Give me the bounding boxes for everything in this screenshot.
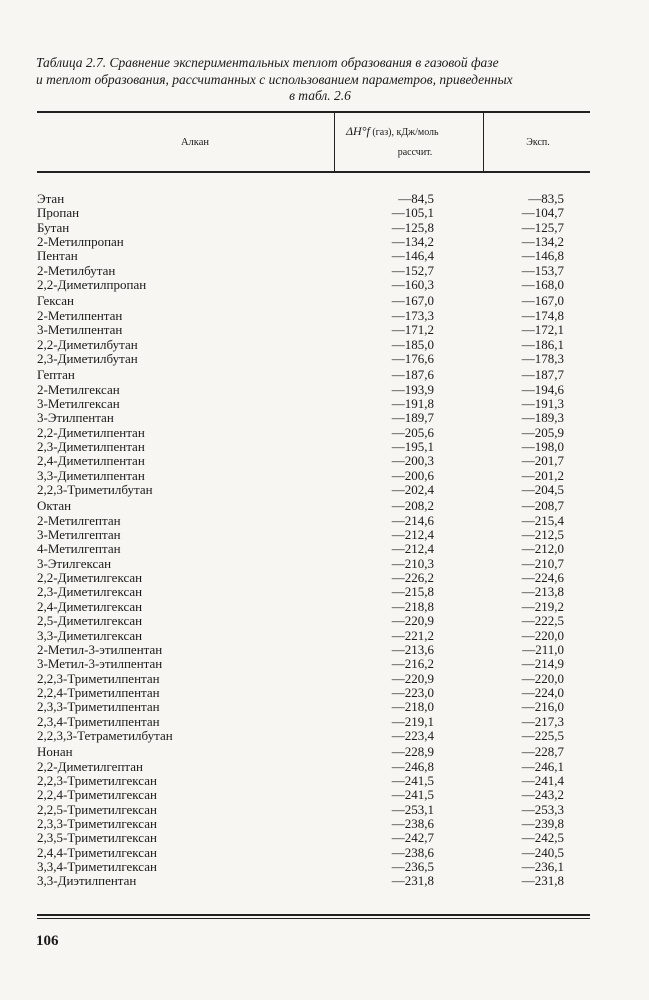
experimental-value: —224,6 xyxy=(521,570,564,586)
table-row xyxy=(0,192,649,206)
table-row xyxy=(0,629,649,643)
calculated-value: —167,0 xyxy=(391,293,434,309)
calculated-value: —226,2 xyxy=(391,570,434,586)
table-row xyxy=(0,338,649,352)
alkane-name: 2-Метилпропан xyxy=(37,234,124,250)
table-row xyxy=(0,514,649,528)
experimental-value: —214,9 xyxy=(521,656,564,672)
experimental-value: —219,2 xyxy=(521,598,564,614)
calculated-value: —189,7 xyxy=(391,410,434,426)
calculated-value: —218,0 xyxy=(391,699,434,715)
table-row xyxy=(0,831,649,845)
calculated-value: —200,3 xyxy=(391,453,434,469)
calculated-value: —146,4 xyxy=(391,248,434,264)
table-row xyxy=(0,571,649,585)
table-row xyxy=(0,397,649,411)
experimental-value: —240,5 xyxy=(521,844,564,860)
alkane-name: 2,3-Диметилбутан xyxy=(37,350,138,366)
table-row xyxy=(0,874,649,888)
table-row xyxy=(0,206,649,220)
header-bottom-rule xyxy=(37,171,590,173)
alkane-name: 2-Метилгептан xyxy=(37,512,121,528)
alkane-name: 2,5-Диметилгексан xyxy=(37,613,143,629)
alkane-name: 3-Этилгексан xyxy=(37,555,112,571)
table-row xyxy=(0,383,649,397)
alkane-name: Гептан xyxy=(37,367,75,383)
alkane-name: 3,3-Диэтилпентан xyxy=(37,873,137,889)
table-row xyxy=(0,221,649,235)
calculated-value: —214,6 xyxy=(391,512,434,528)
calculated-value: —202,4 xyxy=(391,482,434,497)
experimental-value: —246,1 xyxy=(521,758,564,774)
alkane-name: 2-Метилбутан xyxy=(37,262,116,278)
experimental-value: —204,5 xyxy=(521,482,564,497)
table-row xyxy=(0,368,649,382)
calculated-value: —215,8 xyxy=(391,584,434,600)
experimental-value: —187,7 xyxy=(521,367,564,383)
calculated-value: —84,5 xyxy=(398,191,434,206)
experimental-value: —213,8 xyxy=(521,584,564,600)
calculated-value: —187,6 xyxy=(391,367,434,383)
experimental-value: —236,1 xyxy=(521,859,564,875)
table-row xyxy=(0,309,649,323)
table-row xyxy=(0,235,649,249)
calculated-value: —253,1 xyxy=(391,801,434,817)
alkane-name: 4-Метилгептан xyxy=(37,541,121,557)
calculated-value: —212,4 xyxy=(391,527,434,543)
calculated-value: —176,6 xyxy=(391,350,434,366)
calculated-value: —193,9 xyxy=(391,381,434,397)
caption-line-2: и теплот образования, рассчитанных с использованием параметров, приведенных xyxy=(36,71,513,87)
experimental-value: —153,7 xyxy=(521,262,564,278)
alkane-name: 3,3,4-Триметилгексан xyxy=(37,859,157,875)
column-header-experimental: Эксп. xyxy=(526,137,550,148)
calculated-value: —218,8 xyxy=(391,598,434,614)
table-row xyxy=(0,454,649,468)
calculated-value: —223,4 xyxy=(391,727,434,743)
table-bottom-rule-thin xyxy=(37,918,590,919)
enthalpy-units: (газ), кДж/моль xyxy=(372,127,439,138)
calculated-value: —238,6 xyxy=(391,844,434,860)
experimental-value: —212,0 xyxy=(521,541,564,557)
alkane-name: 3-Метил-3-этилпентан xyxy=(37,656,163,672)
calculated-value: —241,5 xyxy=(391,787,434,803)
table-row xyxy=(0,352,649,366)
experimental-value: —217,3 xyxy=(521,713,564,729)
experimental-value: —253,3 xyxy=(521,801,564,817)
experimental-value: —212,5 xyxy=(521,527,564,543)
calculated-value: —228,9 xyxy=(391,744,434,760)
alkane-name: 3,3-Диметилпентан xyxy=(37,467,145,483)
experimental-value: —216,0 xyxy=(521,699,564,715)
table-row xyxy=(0,657,649,671)
experimental-value: —242,5 xyxy=(521,830,564,846)
alkane-name: 3-Метилгептан xyxy=(37,527,121,543)
experimental-value: —178,3 xyxy=(521,350,564,366)
experimental-value: —228,7 xyxy=(521,744,564,760)
calculated-value: —160,3 xyxy=(391,277,434,293)
experimental-value: —146,8 xyxy=(521,248,564,264)
table-row xyxy=(0,715,649,729)
experimental-value: —215,4 xyxy=(521,512,564,528)
table-row xyxy=(0,542,649,556)
calculated-value: —220,9 xyxy=(391,613,434,629)
alkane-name: 2,4-Диметилпентан xyxy=(37,453,145,469)
column-header-calculated: рассчит. xyxy=(397,147,433,158)
table-row xyxy=(0,264,649,278)
alkane-name: Гексан xyxy=(37,293,74,309)
table-row xyxy=(0,614,649,628)
table-row xyxy=(0,323,649,337)
table-row xyxy=(0,729,649,743)
calculated-value: —195,1 xyxy=(391,438,434,454)
calculated-value: —242,7 xyxy=(391,830,434,846)
alkane-name: Бутан xyxy=(37,219,70,235)
alkane-name: 2,2-Диметилпропан xyxy=(37,277,147,293)
experimental-value: —83,5 xyxy=(528,191,564,206)
experimental-value: —104,7 xyxy=(521,205,564,221)
calculated-value: —171,2 xyxy=(391,322,434,338)
calculated-value: —241,5 xyxy=(391,773,434,788)
calculated-value: —231,8 xyxy=(391,873,434,889)
alkane-name: 2,2,5-Триметилгексан xyxy=(37,801,157,817)
table-row xyxy=(0,469,649,483)
alkane-name: 2-Метилпентан xyxy=(37,307,123,323)
experimental-value: —222,5 xyxy=(521,613,564,629)
calculated-value: —212,4 xyxy=(391,541,434,557)
alkane-name: Пентан xyxy=(37,248,78,264)
calculated-value: —220,9 xyxy=(391,670,434,686)
alkane-name: 2,3,3-Триметилгексан xyxy=(37,816,157,832)
experimental-value: —201,7 xyxy=(521,453,564,469)
column-header-enthalpy xyxy=(346,124,476,139)
table-row xyxy=(0,278,649,292)
table-row xyxy=(0,643,649,657)
table-row xyxy=(0,686,649,700)
table-row xyxy=(0,294,649,308)
alkane-name: Октан xyxy=(37,498,72,514)
calculated-value: —246,8 xyxy=(391,758,434,774)
calculated-value: —210,3 xyxy=(391,555,434,571)
alkane-name: 2,3-Диметилгексан xyxy=(37,584,143,600)
caption-line-3: в табл. 2.6 xyxy=(289,88,351,103)
table-row xyxy=(0,774,649,788)
table-caption xyxy=(36,55,596,105)
alkane-name: 2,2,3,3-Тетраметилбутан xyxy=(37,727,173,743)
alkane-name: 2-Метилгексан xyxy=(37,381,120,397)
table-row xyxy=(0,249,649,263)
calculated-value: —125,8 xyxy=(391,219,434,235)
calculated-value: —236,5 xyxy=(391,859,434,875)
alkane-name: 2,3,5-Триметилгексан xyxy=(37,830,157,846)
alkane-name: 2,2-Диметилбутан xyxy=(37,336,138,352)
alkane-name: 2-Метил-3-этилпентан xyxy=(37,641,163,657)
experimental-value: —211,0 xyxy=(522,641,564,657)
calculated-value: —105,1 xyxy=(391,205,434,221)
table-row xyxy=(0,788,649,802)
experimental-value: —224,0 xyxy=(521,684,564,700)
experimental-value: —191,3 xyxy=(521,395,564,411)
alkane-name: 2,2-Диметилгептан xyxy=(37,758,143,774)
table-row xyxy=(0,760,649,774)
enthalpy-symbol: ΔH°f xyxy=(346,124,370,138)
column-divider-1 xyxy=(334,112,335,171)
table-row xyxy=(0,557,649,571)
calculated-value: —185,0 xyxy=(391,336,434,352)
experimental-value: —239,8 xyxy=(521,816,564,832)
experimental-value: —168,0 xyxy=(521,277,564,293)
experimental-value: —134,2 xyxy=(521,234,564,250)
table-row xyxy=(0,600,649,614)
experimental-value: —172,1 xyxy=(521,322,564,338)
experimental-value: —194,6 xyxy=(521,381,564,397)
calculated-value: —216,2 xyxy=(391,656,434,672)
alkane-name: 3-Метилгексан xyxy=(37,395,120,411)
alkane-name: 2,2-Диметилгексан xyxy=(37,570,143,586)
calculated-value: —152,7 xyxy=(391,262,434,278)
alkane-name: 2,4-Диметилгексан xyxy=(37,598,143,614)
table-top-rule xyxy=(37,111,590,113)
table-row xyxy=(0,411,649,425)
calculated-value: —223,0 xyxy=(391,684,434,700)
experimental-value: —201,2 xyxy=(521,467,564,483)
table-row xyxy=(0,672,649,686)
calculated-value: —205,6 xyxy=(391,424,434,440)
table-row xyxy=(0,860,649,874)
experimental-value: —231,8 xyxy=(521,873,564,889)
calculated-value: —221,2 xyxy=(391,627,434,643)
calculated-value: —134,2 xyxy=(391,234,434,250)
experimental-value: —210,7 xyxy=(521,555,564,571)
calculated-value: —219,1 xyxy=(391,713,434,729)
page-number: 106 xyxy=(36,933,59,949)
alkane-name: 2,2,4-Триметилпентан xyxy=(37,684,160,700)
table-row xyxy=(0,426,649,440)
alkane-name: Пропан xyxy=(37,205,80,221)
alkane-name: 3,3-Диметилгексан xyxy=(37,627,143,643)
alkane-name: 3-Этилпентан xyxy=(37,410,114,426)
column-header-alkan: Алкан xyxy=(180,137,210,148)
table-row xyxy=(0,817,649,831)
table-row xyxy=(0,745,649,759)
experimental-value: —205,9 xyxy=(521,424,564,440)
calculated-value: —208,2 xyxy=(391,498,434,514)
alkane-name: 2,2,3-Триметилпентан xyxy=(37,670,160,686)
table-row xyxy=(0,700,649,714)
table-row xyxy=(0,846,649,860)
alkane-name: 2,4,4-Триметилгексан xyxy=(37,844,157,860)
alkane-name: Нонан xyxy=(37,744,73,760)
calculated-value: —213,6 xyxy=(391,641,434,657)
experimental-value: —186,1 xyxy=(521,336,564,352)
table-row xyxy=(0,440,649,454)
alkane-name: Этан xyxy=(37,191,65,206)
experimental-value: —198,0 xyxy=(521,438,564,454)
experimental-value: —243,2 xyxy=(521,787,564,803)
table-row xyxy=(0,528,649,542)
calculated-value: —200,6 xyxy=(391,467,434,483)
calculated-value: —191,8 xyxy=(391,395,434,411)
alkane-name: 2,2,3-Триметилбутан xyxy=(37,482,153,497)
calculated-value: —173,3 xyxy=(391,307,434,323)
experimental-value: —125,7 xyxy=(521,219,564,235)
alkane-name: 2,3,4-Триметилпентан xyxy=(37,713,160,729)
alkane-name: 2,3-Диметилпентан xyxy=(37,438,145,454)
table-row xyxy=(0,483,649,497)
table-row xyxy=(0,803,649,817)
alkane-name: 2,2,3-Триметилгексан xyxy=(37,773,157,788)
experimental-value: —220,0 xyxy=(521,627,564,643)
alkane-name: 2,3,3-Триметилпентан xyxy=(37,699,160,715)
alkane-name: 2,2-Диметилпентан xyxy=(37,424,145,440)
table-row xyxy=(0,499,649,513)
experimental-value: —189,3 xyxy=(521,410,564,426)
table-row xyxy=(0,585,649,599)
column-divider-2 xyxy=(483,112,484,171)
experimental-value: —225,5 xyxy=(521,727,564,743)
alkane-name: 2,2,4-Триметилгексан xyxy=(37,787,157,803)
experimental-value: —167,0 xyxy=(521,293,564,309)
experimental-value: —241,4 xyxy=(521,773,564,788)
caption-line-1: Таблица 2.7. Сравнение экспериментальных теплот образования в газовой фазе xyxy=(36,55,499,70)
alkane-name: 3-Метилпентан xyxy=(37,322,123,338)
experimental-value: —220,0 xyxy=(521,670,564,686)
experimental-value: —174,8 xyxy=(521,307,564,323)
table-bottom-rule xyxy=(37,914,590,916)
calculated-value: —238,6 xyxy=(391,816,434,832)
experimental-value: —208,7 xyxy=(521,498,564,514)
